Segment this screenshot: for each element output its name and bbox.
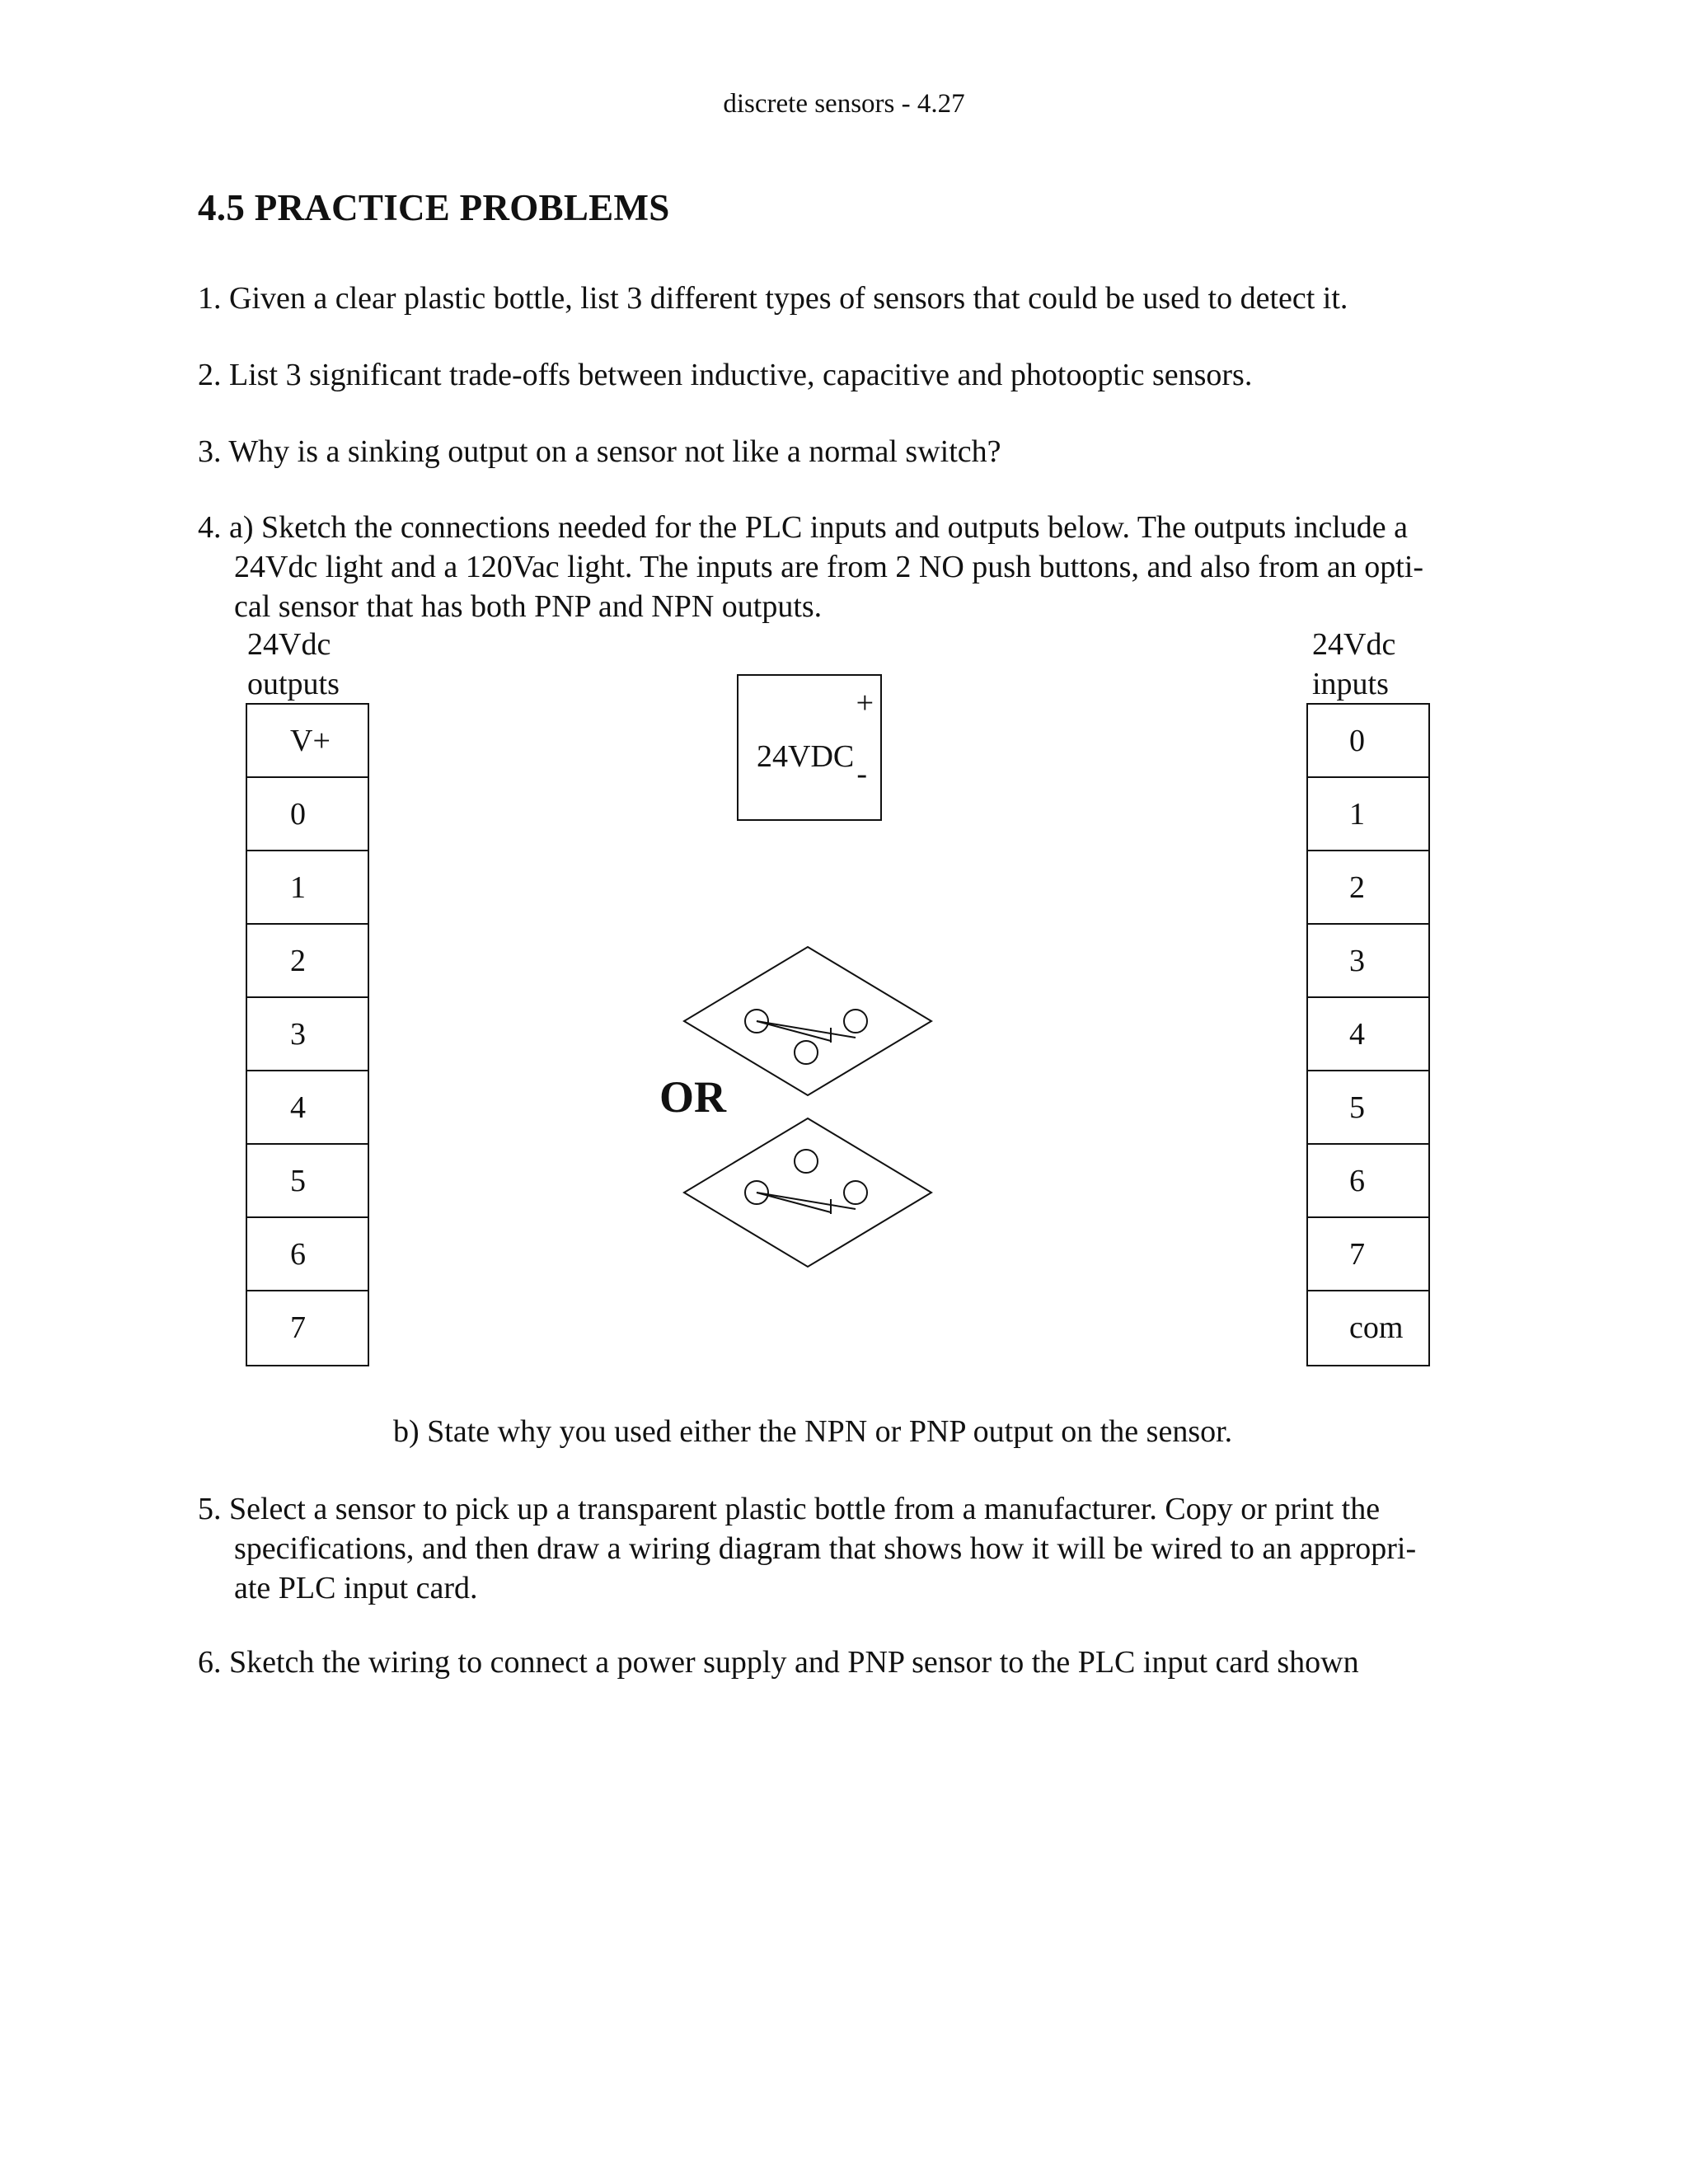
output-terminal: 1 — [247, 851, 368, 925]
inputs-card-label-line-2: inputs — [1312, 667, 1389, 701]
question-4a-line-2: 24Vdc light and a 120Vac light. The inputs are from 2 NO push buttons, and also from an opti- — [234, 550, 1424, 584]
output-terminal: V+ — [247, 705, 368, 778]
question-5 — [198, 1489, 1416, 1608]
outputs-card-label — [247, 625, 340, 704]
power-supply-minus: - — [856, 757, 867, 791]
output-terminal: 0 — [247, 778, 368, 851]
sensor-terminal-circle — [795, 1150, 818, 1173]
input-terminal: com — [1349, 1310, 1404, 1345]
or-label: OR — [659, 1072, 726, 1122]
question-5-line-2: specifications, and then draw a wiring diagram that shows how it will be wired to an appropri- — [234, 1531, 1417, 1566]
power-supply-label: 24VDC — [757, 739, 855, 774]
sensor-terminal-circle — [844, 1010, 867, 1033]
question-6: 6. Sketch the wiring to connect a power supply and PNP sensor to the PLC input card shown — [198, 1645, 1359, 1680]
question-2: 2. List 3 significant trade-offs between inductive, capacitive and photooptic sensors. — [198, 358, 1253, 392]
question-4a-line-3: cal sensor that has both PNP and NPN outputs. — [234, 589, 823, 624]
input-terminal: 0 — [1308, 705, 1428, 778]
output-terminal: 4 — [247, 1071, 368, 1145]
question-5-line-1: 5. Select a sensor to pick up a transparent plastic bottle from a manufacturer. Copy or print the — [198, 1492, 1381, 1526]
power-supply-plus: + — [856, 686, 874, 720]
input-terminal: 2 — [1308, 851, 1428, 925]
input-terminal: 5 — [1308, 1071, 1428, 1145]
page-header: discrete sensors - 4.27 — [723, 89, 965, 119]
section-title: 4.5 PRACTICE PROBLEMS — [198, 187, 670, 228]
inputs-terminal-block — [1306, 703, 1430, 1366]
question-1: 1. Given a clear plastic bottle, list 3 different types of sensors that could be used to detect it. — [198, 281, 1348, 316]
sensor-diamond-lower — [684, 1118, 931, 1267]
power-supply-24vdc — [737, 674, 882, 821]
output-terminal: 3 — [247, 998, 368, 1071]
question-3: 3. Why is a sinking output on a sensor not like a normal switch? — [198, 434, 1001, 469]
output-terminal: 2 — [247, 925, 368, 998]
inputs-card-label — [1312, 625, 1395, 704]
outputs-terminal-block — [246, 703, 369, 1366]
question-5-line-3: ate PLC input card. — [234, 1571, 478, 1605]
output-terminal: 6 — [247, 1218, 368, 1291]
sensor-terminal-circle — [844, 1181, 867, 1204]
input-terminal: 4 — [1308, 998, 1428, 1071]
sensor-symbol-lower — [684, 1118, 931, 1267]
input-terminal: 7 — [1308, 1218, 1428, 1291]
outputs-card-label-line-1: 24Vdc — [247, 627, 331, 662]
sensor-terminal-circle — [795, 1041, 818, 1064]
question-4a — [198, 508, 1423, 626]
input-terminal: 6 — [1308, 1145, 1428, 1218]
output-terminal: 7 — [290, 1310, 306, 1345]
input-terminal: 3 — [1308, 925, 1428, 998]
question-4b: b) State why you used either the NPN or PNP output on the sensor. — [393, 1414, 1233, 1449]
question-4a-line-1: 4. a) Sketch the connections needed for the PLC inputs and outputs below. The outputs include a — [198, 510, 1408, 545]
outputs-card-label-line-2: outputs — [247, 667, 340, 701]
inputs-card-label-line-1: 24Vdc — [1312, 627, 1396, 662]
input-terminal: 1 — [1308, 778, 1428, 851]
output-terminal: 5 — [247, 1145, 368, 1218]
